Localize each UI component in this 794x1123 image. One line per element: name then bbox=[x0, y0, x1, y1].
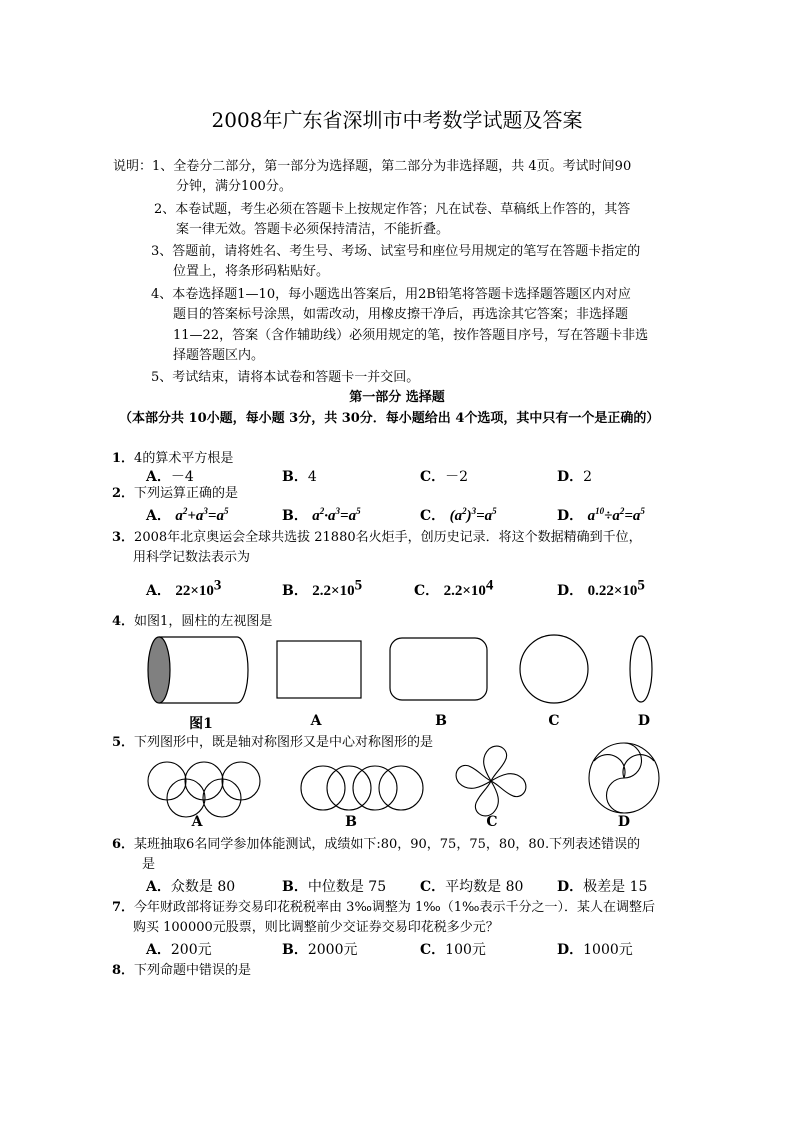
q4-caption-d: D bbox=[637, 713, 651, 729]
q4-caption-fig1: 图1 bbox=[189, 716, 213, 732]
note-line-9: 11—22，答案（含作辅助线）必须用规定的笔，按作答题目序号，写在答题卡非选 bbox=[173, 328, 649, 343]
option-letter: A． bbox=[146, 879, 171, 895]
q4-caption-a: A bbox=[310, 713, 322, 729]
q7-option-c bbox=[420, 939, 486, 959]
question-number: 1． bbox=[112, 451, 135, 466]
question-text: 4的算术平方根是 bbox=[134, 451, 234, 466]
question-text: 今年财政部将证券交易印花税税率由 3‰调整为 1‰（1‰表示千分之一）．某人在调整后 bbox=[134, 900, 655, 915]
question-text: 下列图形中，既是轴对称图形又是中心对称图形的是 bbox=[134, 735, 434, 750]
question-7-line-2: 购买 100000元股票，则比调整前少交证券交易印花税多少元？ bbox=[133, 920, 499, 935]
exponent: 4 bbox=[485, 577, 494, 594]
question-number: 2． bbox=[112, 486, 135, 501]
option-value: 众数是 80 bbox=[170, 879, 236, 895]
exponent: 5 bbox=[637, 577, 645, 594]
option-letter: A． bbox=[146, 583, 171, 599]
q5-caption-b: B bbox=[345, 814, 357, 830]
option-value: 1000元 bbox=[583, 942, 633, 958]
mantissa: 2.2×10 bbox=[443, 583, 486, 599]
option-value: 中位数是 75 bbox=[307, 879, 387, 895]
part1-heading: 第一部分 选择题 bbox=[349, 390, 445, 405]
q5-caption-d: D bbox=[617, 814, 631, 830]
q4-caption-c: C bbox=[548, 713, 560, 729]
note-line-4: 案一律无效。答题卡必须保持清洁，不能折叠。 bbox=[176, 222, 450, 237]
option-letter: C． bbox=[420, 508, 446, 524]
option-letter: B． bbox=[282, 942, 308, 958]
option-value: －2 bbox=[445, 469, 469, 485]
option-letter: D． bbox=[557, 583, 584, 599]
question-number: 5． bbox=[112, 735, 135, 750]
option-letter: B． bbox=[282, 879, 308, 895]
option-letter: D． bbox=[557, 879, 584, 895]
option-value: 4 bbox=[307, 469, 317, 485]
q5-caption-c: C bbox=[486, 814, 498, 830]
q5-caption-a: A bbox=[191, 814, 203, 830]
note-line-6: 位置上，将条形码粘贴好。 bbox=[173, 264, 330, 279]
exponent: 3 bbox=[213, 577, 222, 594]
exponent: 5 bbox=[354, 577, 363, 594]
q7-option-d bbox=[557, 939, 633, 959]
question-number: 6． bbox=[112, 837, 135, 852]
note-line-11: 5、考试结束，请将本试卷和答题卡一并交回。 bbox=[151, 370, 420, 385]
option-letter: C． bbox=[420, 942, 446, 958]
q6-option-a bbox=[146, 876, 235, 896]
mantissa: 0.22×10 bbox=[587, 583, 638, 599]
note-line-10: 择题答题区内。 bbox=[173, 348, 265, 363]
q6-option-d bbox=[557, 876, 647, 896]
q6-option-b bbox=[282, 876, 386, 896]
option-value: －4 bbox=[170, 469, 194, 485]
option-value: 200元 bbox=[170, 942, 212, 958]
note-line-7: 4、本卷选择题1—10，每小题选出答案后，用2B铅笔将答题卡选择题答题区内对应 bbox=[151, 287, 631, 302]
note-line-3: 2、本卷试题，考生必须在答题卡上按规定作答；凡在试卷、草稿纸上作答的，其答 bbox=[154, 202, 631, 217]
question-number: 3． bbox=[112, 530, 135, 545]
option-letter: A． bbox=[146, 942, 171, 958]
note-line-5: 3、答题前，请将姓名、考生号、考场、试室号和座位号用规定的笔写在答题卡指定的 bbox=[151, 244, 641, 259]
question-number: 8． bbox=[112, 963, 135, 978]
note-line-2: 分钟，满分100分。 bbox=[176, 179, 292, 194]
option-c-pinwheel bbox=[456, 746, 526, 816]
option-a-olympic-rings bbox=[148, 762, 260, 817]
option-value: 100元 bbox=[445, 942, 486, 958]
q7-option-a bbox=[146, 939, 212, 959]
option-d-swirl-circle bbox=[589, 743, 659, 813]
question-text: 下列命题中错误的是 bbox=[134, 963, 252, 978]
question-number: 7． bbox=[112, 900, 135, 915]
note-line-1: 说明：1、全卷分二部分，第一部分为选择题，第二部分为非选择题，共 4页。考试时间90 bbox=[113, 159, 632, 174]
option-letter: B． bbox=[282, 469, 308, 485]
option-letter: D． bbox=[557, 469, 584, 485]
option-letter: A． bbox=[146, 469, 171, 485]
question-6-line-2: 是 bbox=[142, 857, 156, 872]
option-letter: C． bbox=[420, 879, 446, 895]
option-value: 2000元 bbox=[307, 942, 358, 958]
option-value: 2 bbox=[583, 469, 593, 485]
formula: $a^2+a^3=a^5$ bbox=[175, 506, 229, 524]
page-title: 2008年广东省深圳市中考数学试题及答案 bbox=[211, 108, 583, 132]
part1-subheading: （本部分共 10小题，每小题 3分，共 30分．每小题给出 4个选项，其中只有一个是正确的） bbox=[119, 411, 660, 426]
option-letter: B． bbox=[282, 508, 308, 524]
option-letter: C． bbox=[420, 469, 446, 485]
question-7 bbox=[112, 898, 655, 918]
question-3-line-2: 用科学记数法表示为 bbox=[133, 550, 251, 565]
question-number: 4． bbox=[112, 614, 135, 629]
q7-option-b bbox=[282, 939, 357, 959]
option-letter: A． bbox=[146, 508, 171, 524]
option-letter: B． bbox=[282, 583, 308, 599]
q4-caption-b: B bbox=[435, 713, 447, 729]
option-letter: D． bbox=[557, 508, 584, 524]
mantissa: 22×10 bbox=[175, 583, 214, 599]
q6-option-c bbox=[420, 876, 523, 896]
formula: $(a^2)^3=a^5$ bbox=[449, 506, 497, 524]
question-8 bbox=[112, 961, 251, 981]
option-value: 平均数是 80 bbox=[445, 879, 524, 895]
question-text: 某班抽取6名同学参加体能测试，成绩如下:80，90，75，75，80，80.下列表述错误的 bbox=[134, 837, 641, 852]
question-text: 下列运算正确的是 bbox=[134, 486, 239, 501]
option-letter: C． bbox=[414, 583, 440, 599]
formula: $a^{10}\div a^2=a^5$ bbox=[587, 506, 645, 524]
question-text: 2008年北京奥运会全球共选拔 21880名火炬手，创历史记录．将这个数据精确到千位， bbox=[134, 530, 642, 545]
note-line-8: 题目的答案标号涂黑，如需改动，用橡皮擦干净后，再选涂其它答案；非选择题 bbox=[173, 307, 629, 322]
question-text: 如图1，圆柱的左视图是 bbox=[134, 614, 273, 629]
mantissa: 2.2×10 bbox=[312, 583, 355, 599]
option-value: 极差是 15 bbox=[583, 879, 648, 895]
option-letter: D． bbox=[557, 942, 584, 958]
option-b-four-rings bbox=[301, 766, 423, 810]
formula: $a^2\cdot a^3=a^5$ bbox=[312, 506, 361, 524]
question-6 bbox=[112, 835, 640, 855]
